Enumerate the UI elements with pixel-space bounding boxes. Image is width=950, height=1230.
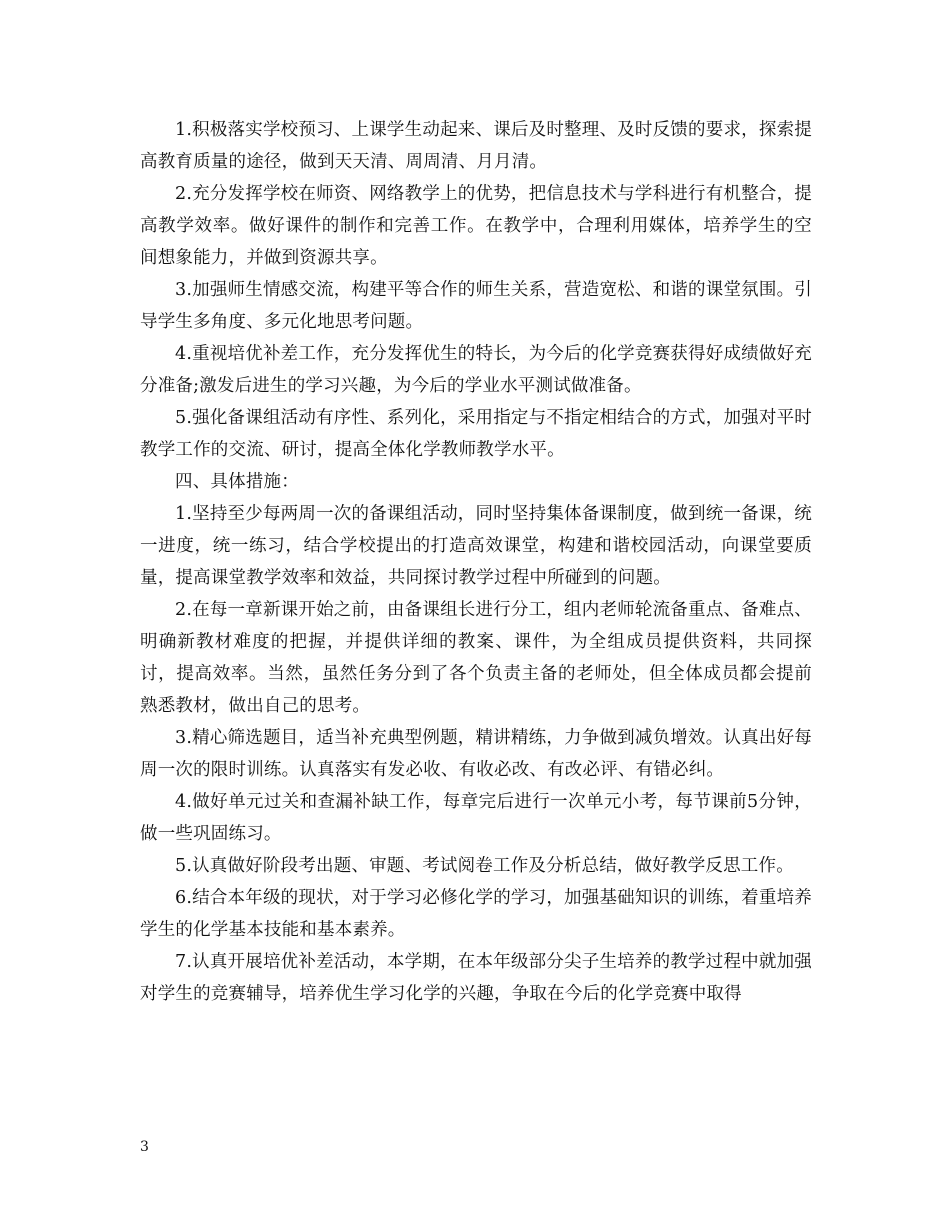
paragraph-measure-1: 1.坚持至少每两周一次的备课组活动，同时坚持集体备课制度，做到统一备课，统一进度，统一练习，结合学校提出的打造高效课堂，构建和谐校园活动，向课堂要质量，提高课堂教学效率和效益，共同探讨教学过程中所碰到的问题。: [140, 504, 812, 588]
paragraph-goal-3: 3.加强师生情感交流，构建平等合作的师生关系，营造宽松、和谐的课堂氛围。引导学生多角度、多元化地思考问题。: [140, 280, 812, 332]
paragraph-measure-2: 2.在每一章新课开始之前，由备课组长进行分工，组内老师轮流备重点、备难点、明确新教材难度的把握，并提供详细的教案、课件，为全组成员提供资料，共同探讨，提高效率。当然，虽然任务分到了各个负责主备的老师处，但全体成员都会提前熟悉教材，做出自己的思考。: [140, 600, 812, 716]
paragraph-goal-4: 4.重视培优补差工作，充分发挥优生的特长，为今后的化学竞赛获得好成绩做好充分准备;激发后进生的学习兴趣，为今后的学业水平测试做准备。: [140, 344, 812, 396]
paragraph-measure-5: 5.认真做好阶段考出题、审题、考试阅卷工作及分析总结，做好教学反思工作。: [175, 856, 794, 876]
paragraph-goal-1: 1.积极落实学校预习、上课学生动起来、课后及时整理、及时反馈的要求，探索提高教育质量的途径，做到天天清、周周清、月月清。: [140, 120, 812, 172]
paragraph-goal-5: 5.强化备课组活动有序性、系列化，采用指定与不指定相结合的方式，加强对平时教学工作的交流、研讨，提高全体化学教师教学水平。: [140, 408, 812, 460]
paragraph-measure-7: 7.认真开展培优补差活动，本学期，在本年级部分尖子生培养的教学过程中就加强对学生的竞赛辅导，培养优生学习化学的兴趣，争取在今后的化学竞赛中取得: [140, 952, 812, 1004]
section-heading-measures: 四、具体措施：: [175, 472, 299, 492]
page-number: 3: [140, 1139, 149, 1155]
paragraph-measure-6: 6.结合本年级的现状，对于学习必修化学的学习，加强基础知识的训练，着重培养学生的化学基本技能和基本素养。: [140, 888, 812, 940]
paragraph-measure-3: 3.精心筛选题目，适当补充典型例题，精讲精练，力争做到减负增效。认真出好每周一次的限时训练。认真落实有发必收、有收必改、有改必评、有错必纠。: [140, 728, 812, 780]
paragraph-measure-4: 4.做好单元过关和查漏补缺工作，每章完后进行一次单元小考，每节课前5分钟，做一些巩固练习。: [140, 792, 812, 844]
paragraph-goal-2: 2.充分发挥学校在师资、网络教学上的优势，把信息技术与学科进行有机整合，提高教学效率。做好课件的制作和完善工作。在教学中，合理利用媒体，培养学生的空间想象能力，并做到资源共享。: [140, 184, 812, 268]
document-body: [140, 114, 812, 1010]
